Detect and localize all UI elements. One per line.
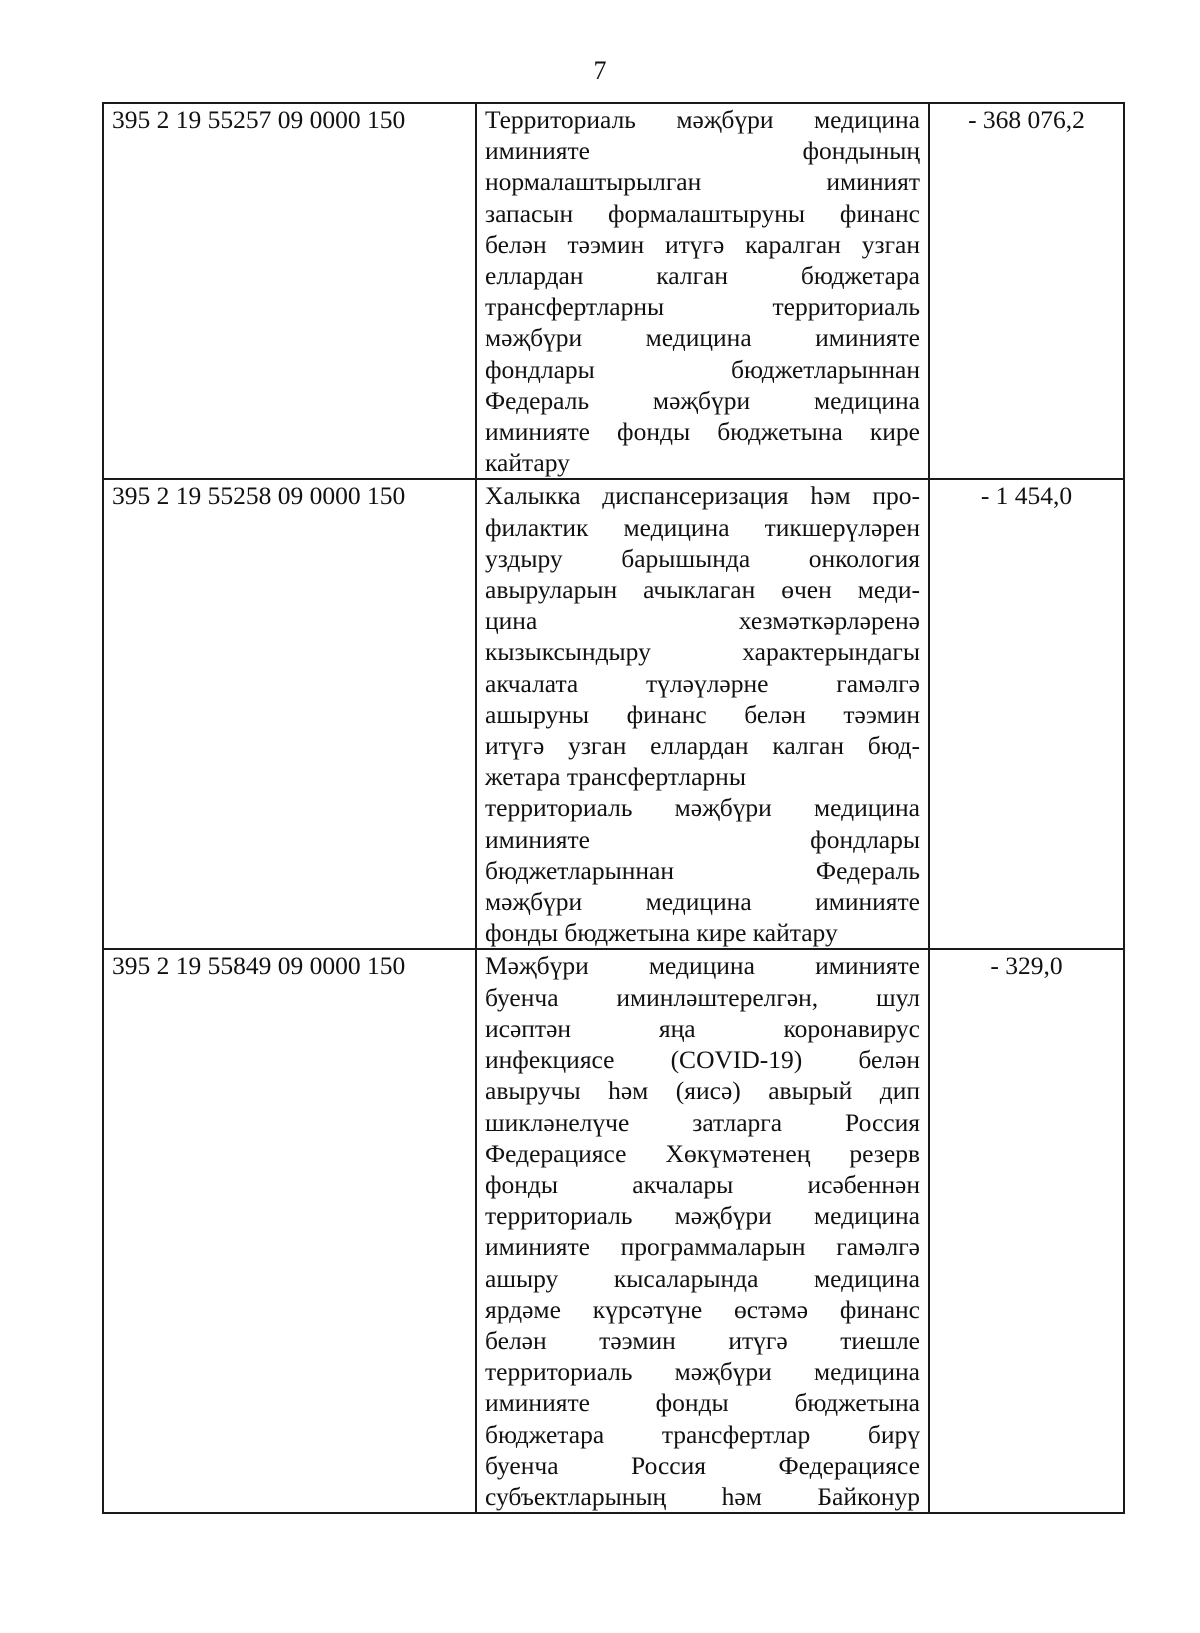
description-line: территориаль мәҗбүри медицина <box>485 1357 920 1387</box>
budget-code: 395 2 19 55257 09 0000 150 <box>103 103 476 479</box>
description-line: кайтару <box>485 448 570 478</box>
description-line: иминияте фонды бюджетына кире <box>485 417 920 447</box>
description-line: инфекциясе (COVID-19) белән <box>485 1045 920 1075</box>
description-line: жетара трансфертларны <box>485 762 746 792</box>
description-line: ярдәме күрсәтүне өстәмә финанс <box>485 1294 920 1324</box>
description-line: уздыру барышында онкология <box>485 543 920 573</box>
description-line: иминияте фондының <box>485 136 920 166</box>
description-line: фонды бюджетына кире кайтару <box>485 918 838 948</box>
description-line: итүгә узган еллардан калган бюд- <box>485 731 920 761</box>
description-line: иминияте фонды бюджетына <box>485 1388 920 1418</box>
description-line: трансфертларны территориаль <box>485 292 920 322</box>
description-line: буенча иминләштерелгән, шул <box>485 982 920 1012</box>
row-description <box>476 479 929 949</box>
description-line: бюджетара трансфертлар бирү <box>485 1419 920 1449</box>
description-line: авыручы һәм (яисә) авырый дип <box>485 1076 920 1106</box>
description-line: филактик медицина тикшерүләрен <box>485 512 920 542</box>
table-row <box>103 949 1124 1513</box>
description-line: фонды акчалары исәбеннән <box>485 1169 920 1199</box>
description-line: мәҗбүри медицина иминияте <box>485 323 920 353</box>
description-line: белән тәэмин итүгә тиешле <box>485 1325 920 1355</box>
description-line: ашыруны финанс белән тәэмин <box>485 699 920 729</box>
description-line: авыруларын ачыклаган өчен меди- <box>485 575 920 605</box>
description-line: цина хезмәткәрләренә <box>485 606 920 636</box>
description-line: Федерациясе Хөкүмәтенең резерв <box>485 1138 920 1168</box>
description-line: иминияте программаларын гамәлгә <box>485 1232 920 1262</box>
description-line: бюджетларыннан Федераль <box>485 855 920 885</box>
description-line: еллардан калган бюджетара <box>485 261 920 291</box>
amount: - 329,0 <box>929 949 1124 1513</box>
description-line: ашыру кысаларында медицина <box>485 1263 920 1293</box>
description-line: Федераль мәҗбүри медицина <box>485 385 920 415</box>
amount: - 1 454,0 <box>929 479 1124 949</box>
description-line: территориаль мәҗбүри медицина <box>485 793 920 823</box>
table-row <box>103 479 1124 949</box>
description-line: Халыкка диспансеризация һәм про- <box>485 481 920 511</box>
description-line: шикләнелүче затларга Россия <box>485 1107 920 1137</box>
budget-code: 395 2 19 55258 09 0000 150 <box>103 479 476 949</box>
row-description <box>476 103 929 479</box>
description-line: белән тәэмин итүгә каралган узган <box>485 229 920 259</box>
description-line: субъектларының һәм Байконур <box>485 1481 920 1511</box>
description-line: Мәҗбүри медицина иминияте <box>485 951 920 981</box>
table-row <box>103 103 1124 479</box>
description-line: буенча Россия Федерациясе <box>485 1450 920 1480</box>
amount: - 368 076,2 <box>929 103 1124 479</box>
description-line: Территориаль мәҗбүри медицина <box>485 105 920 134</box>
description-line: нормалаштырылган иминият <box>485 167 920 197</box>
description-line: кызыксындыру характерындагы <box>485 637 920 667</box>
description-line: мәҗбүри медицина иминияте <box>485 887 920 917</box>
page-number: 7 <box>593 56 607 85</box>
description-line: акчалата түләүләрне гамәлгә <box>485 668 920 698</box>
description-line: исәптән яңа коронавирус <box>485 1013 920 1043</box>
budget-code: 395 2 19 55849 09 0000 150 <box>103 949 476 1513</box>
description-line: территориаль мәҗбүри медицина <box>485 1201 920 1231</box>
description-line: фондлары бюджетларыннан <box>485 354 920 384</box>
budget-table <box>102 102 1125 1514</box>
description-line: иминияте фондлары <box>485 824 920 854</box>
description-line: запасын формалаштыруны финанс <box>485 198 920 228</box>
row-description <box>476 949 929 1513</box>
